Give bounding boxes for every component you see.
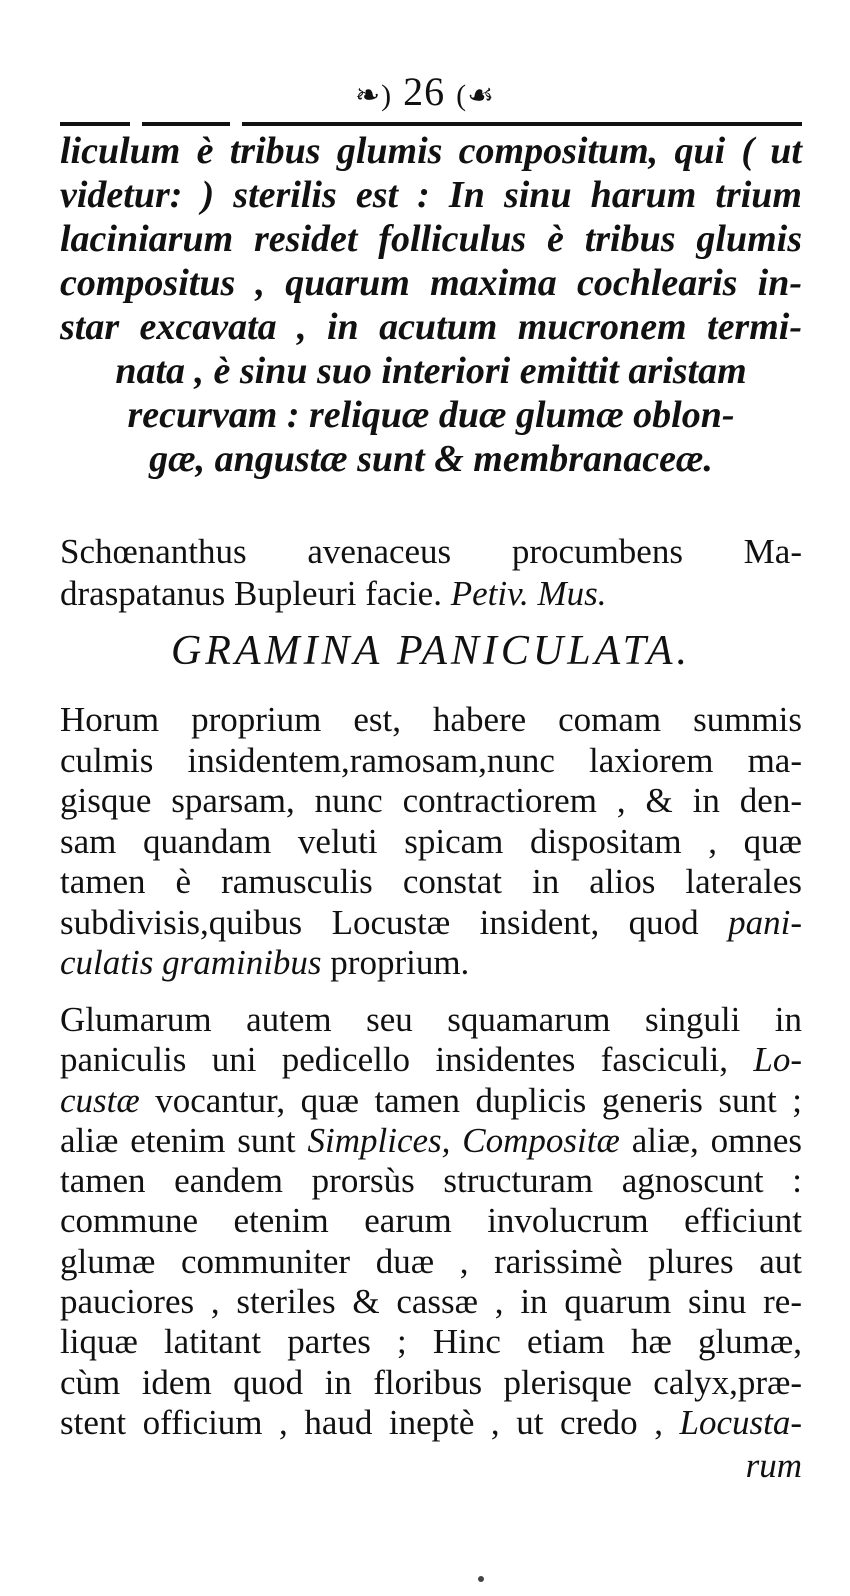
paragraph-line-text: proprium. bbox=[330, 943, 470, 982]
paragraph-line: cùm idem quod in floribus plerisque calyx,præ- bbox=[60, 1362, 802, 1402]
paragraph-line-italic: pani- bbox=[728, 902, 803, 942]
paragraph-horum bbox=[60, 700, 802, 984]
paragraph-glumarum bbox=[60, 1000, 802, 1443]
intro-line: star excavata , in acutum mucronem termi- bbox=[60, 306, 802, 348]
paragraph-line bbox=[60, 1040, 802, 1080]
intro-line: gæ, angustæ sunt & membranaceæ. bbox=[149, 438, 713, 480]
intro-line: compositus , quarum maxima cochlearis in- bbox=[60, 262, 802, 304]
intro-line: laciniarum residet folliculus è tribus glumis bbox=[60, 218, 802, 260]
paragraph-line: liquæ latitant partes ; Hinc etiam hæ glumæ, bbox=[60, 1322, 802, 1362]
paragraph-line-text: subdivisis,quibus Locustæ insident, quod bbox=[60, 902, 699, 942]
paragraph-line-text: stent officium , haud ineptè , ut credo , bbox=[60, 1402, 663, 1442]
paragraph-line: commune etenim earum involucrum efficiunt bbox=[60, 1201, 802, 1241]
paragraph-line: culmis insidentem,ramosam,nunc laxiorem ma- bbox=[60, 740, 802, 780]
paragraph-line-text: aliæ etenim sunt bbox=[60, 1120, 296, 1160]
paragraph-line bbox=[60, 1081, 802, 1121]
intro-line: videtur: ) sterilis est : In sinu harum trium bbox=[60, 174, 802, 216]
paragraph-line-text: paniculis uni pedicello insidentes fasciculi, bbox=[60, 1040, 729, 1080]
page-header bbox=[0, 68, 850, 120]
paragraph-line-italic: Locusta- bbox=[679, 1402, 802, 1442]
paragraph-line-italic: Simplices, Compositæ bbox=[307, 1120, 620, 1160]
paragraph-line-text: vocantur, quæ tamen duplicis generis sunt ; bbox=[155, 1080, 802, 1120]
paragraph-line bbox=[60, 903, 802, 944]
ink-speck bbox=[478, 1576, 484, 1582]
paragraph-line: tamen eandem prorsùs structuram agnoscunt : bbox=[60, 1161, 802, 1201]
paragraph-line: sam quandam veluti spicam dispositam , quæ bbox=[60, 821, 802, 861]
intro-line: recurvam : reliquæ duæ glumæ oblon- bbox=[127, 394, 735, 436]
paragraph-line: pauciores , steriles & cassæ , in quarum sinu re- bbox=[60, 1282, 802, 1322]
paragraph-line: tamen è ramusculis constat in alios laterales bbox=[60, 862, 802, 901]
catchword: rum bbox=[745, 1446, 802, 1485]
section-heading: GRAMINA PANICULATA. bbox=[170, 628, 692, 674]
paragraph-line-italic: custæ bbox=[60, 1080, 140, 1120]
paragraph-line: glumæ communiter duæ , rarissimè plures aut bbox=[60, 1241, 802, 1281]
page-number: 26 bbox=[403, 69, 446, 114]
schoenanthus-entry bbox=[60, 531, 802, 615]
paragraph-line-italic: culatis graminibus bbox=[60, 943, 322, 982]
paragraph-line bbox=[60, 943, 802, 984]
paragraph-line: Horum proprium est, habere comam summis bbox=[60, 700, 802, 739]
paragraph-line bbox=[60, 1403, 802, 1443]
paragraph-line: gisque sparsam, nunc contractiorem , & in den- bbox=[60, 781, 802, 820]
schoenanthus-line-1: Schœnanthus avenaceus procumbens Ma- bbox=[60, 532, 802, 571]
paragraph-line-text: aliæ, omnes bbox=[631, 1120, 803, 1160]
header-rule-left-1 bbox=[60, 122, 130, 126]
schoenanthus-line-2-text: draspatanus Bupleuri facie. bbox=[60, 574, 442, 613]
paragraph-line: Glumarum autem seu squamarum singuli in bbox=[60, 1000, 802, 1039]
paragraph-line bbox=[60, 1121, 802, 1161]
intro-paragraph bbox=[60, 130, 802, 482]
paragraph-line-italic: Lo- bbox=[753, 1040, 802, 1080]
ornament-left-icon: ❧) bbox=[354, 79, 393, 112]
intro-line: nata , è sinu suo interiori emittit aristam bbox=[115, 350, 747, 392]
header-rule-right bbox=[242, 122, 802, 126]
ornament-right-icon: (☙ bbox=[456, 79, 496, 112]
schoenanthus-line-2 bbox=[60, 573, 802, 615]
schoenanthus-reference: Petiv. Mus. bbox=[450, 574, 607, 613]
intro-line: liculum è tribus glumis compositum, qui ( ut bbox=[60, 130, 802, 172]
header-rule-left-2 bbox=[142, 122, 230, 126]
